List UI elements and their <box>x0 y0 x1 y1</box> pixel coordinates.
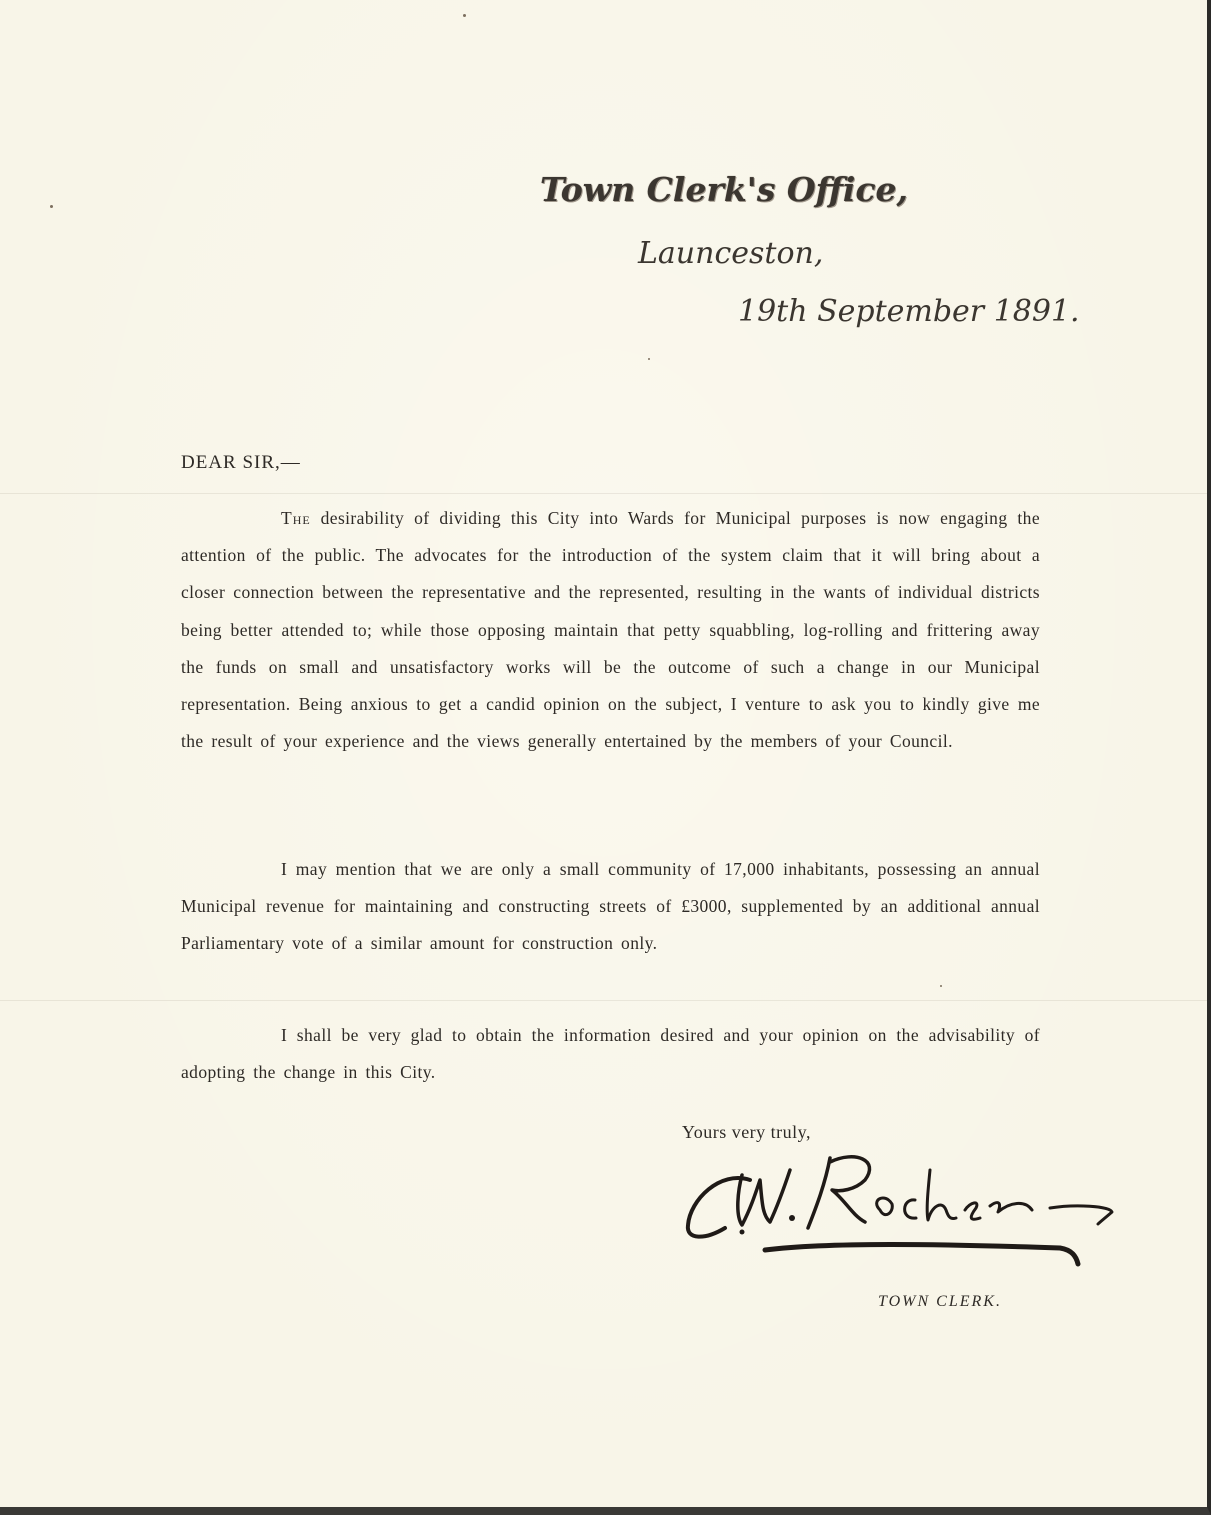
paragraph-text: desirability of dividing this City into Wards for Municipal purposes is now engaging the attention of the public. The advocates for the introduction of the system claim that it will bring about a closer connection between the representative and the represented, resulting in the wants of individual districts being better attended to; while those opposing maintain that petty squabbling, log-rolling and frittering away the funds on small and unsatisfactory works will be the outcome of such a change in our Municipal representation. Being anxious to get a candid opinion on the subject, I venture to ask you to kindly give me the result of your experience and the views generally entertained by the members of your Council. <box>181 508 1040 752</box>
salutation: DEAR SIR,— <box>181 452 301 473</box>
handwritten-signature <box>680 1140 1130 1275</box>
paper-speck <box>463 14 466 17</box>
fold-line <box>0 1000 1207 1001</box>
paper-speck <box>940 985 942 987</box>
signer-title: TOWN CLERK. <box>878 1293 1002 1310</box>
paragraph-opening-word: The <box>281 508 311 528</box>
letter-date: 19th September 1891. <box>738 294 1080 329</box>
body-paragraph-2: I may mention that we are only a small community of 17,000 inhabitants, possessing an annual Municipal revenue for maintaining and constructing streets of £3000, supplemented by an additional annual Parliamentary vote of a similar amount for construction only. <box>181 859 1040 954</box>
letterhead-office: Town Clerk's Office, <box>540 170 909 209</box>
closing: Yours very truly, <box>682 1122 812 1142</box>
paper-speck <box>648 358 650 360</box>
body-paragraph-3: I shall be very glad to obtain the information desired and your opinion on the advisability of adopting the change in this City. <box>181 1025 1040 1083</box>
letterhead-place: Launceston, <box>638 236 824 271</box>
fold-line <box>0 493 1207 494</box>
body-paragraph-1 <box>181 500 1040 760</box>
paper-speck <box>50 205 53 208</box>
